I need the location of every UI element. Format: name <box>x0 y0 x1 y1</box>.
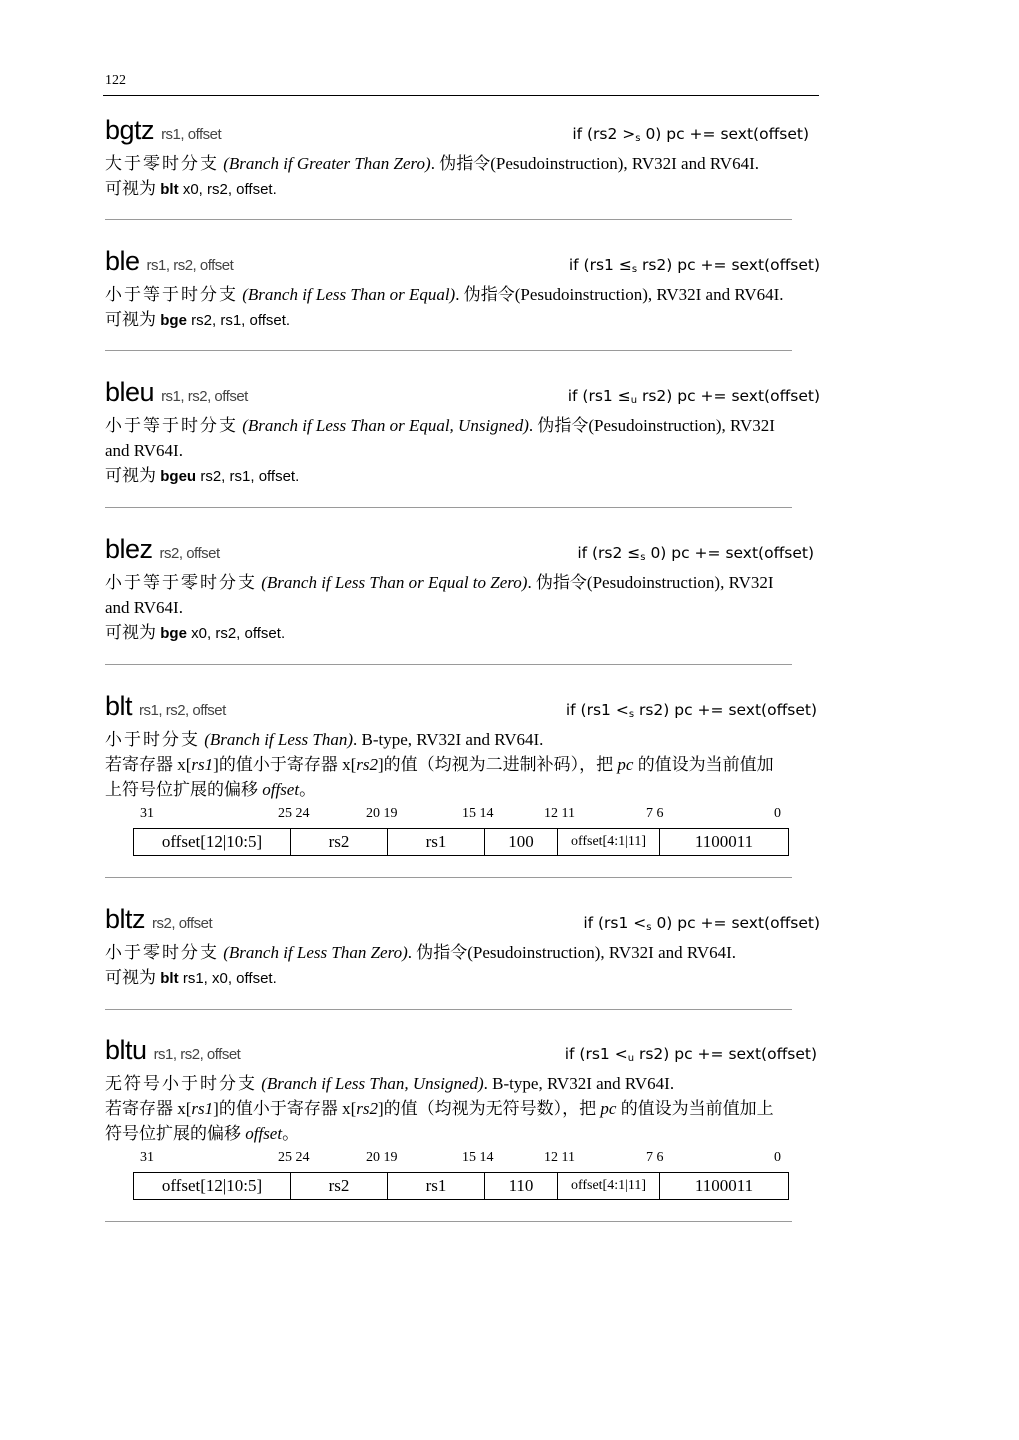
separator <box>105 350 792 351</box>
bit-labels <box>105 1150 795 1170</box>
description: 无符号小于时分支 (Branch if Less Than, Unsigned). B-type, RV32I and RV64I. <box>105 1074 675 1093</box>
entry-bgtz <box>105 115 820 202</box>
field: 1100011 <box>694 832 754 851</box>
bit-label: 0 <box>774 806 781 821</box>
operands: rs2, offset <box>152 915 213 932</box>
body-text: 若寄存器 x[rs1]的值小于寄存器 x[rs2]的值（均视为无符号数），把 pc 的值设为当前值加上 <box>105 1099 774 1118</box>
semantics: if ($rs2 >_s$ 0) pc += sext(offset) <box>572 125 809 144</box>
bit-label: 25 24 <box>278 806 310 821</box>
description: 小于时分支 (Branch if Less Than). B-type, RV32I and RV64I. <box>105 730 544 749</box>
field: offset[4:1|11] <box>558 829 660 855</box>
semantics: if ($rs1 \le_s$ rs2) pc += sext(offset) <box>568 256 820 275</box>
field: offset[12|10:5] <box>134 1173 291 1199</box>
field: offset[12|10:5] <box>134 829 291 855</box>
operands: rs1, rs2, offset <box>139 702 226 719</box>
encoding-fields <box>133 1172 789 1200</box>
separator <box>105 507 792 508</box>
mnemonic: ble rs1, rs2, offset <box>105 246 234 276</box>
semantics: if ($rs1 \le_u$ rs2) pc += sext(offset) <box>567 387 820 406</box>
bit-label: 12 11 <box>544 806 575 821</box>
field: offset[4:1|11] <box>558 1173 660 1199</box>
bit-label: 20 19 <box>366 806 398 821</box>
alias: 可视为 blt rs1, x0, offset. <box>105 968 277 987</box>
bit-label: 15 14 <box>462 806 494 821</box>
bit-label: 20 19 <box>366 1150 398 1165</box>
description: 大于零时分支 (Branch if Greater Than Zero). 伪指令(Pesudoinstruction), RV32I and RV64I. <box>105 154 759 173</box>
alias: 可视为 bge x0, rs2, offset. <box>105 623 286 642</box>
field: 1100011 <box>694 1176 754 1195</box>
bit-label: 31 <box>140 806 154 821</box>
mnemonic: bleu rs1, rs2, offset <box>105 377 248 407</box>
description: 小于零时分支 (Branch if Less Than Zero). 伪指令(Pesudoinstruction), RV32I and RV64I. <box>105 943 737 962</box>
separator <box>105 219 792 220</box>
field: 100 <box>485 829 558 855</box>
separator <box>105 1009 792 1010</box>
field: rs1 <box>388 829 485 855</box>
description: 小于等于零时分支 (Branch if Less Than or Equal to Zero). 伪指令(Pesudoinstruction), RV32I <box>105 573 774 592</box>
encoding-diagram <box>105 1150 795 1196</box>
operands: rs1, offset <box>161 126 222 143</box>
semantics: if ($rs2 \le_s$ 0) pc += sext(offset) <box>577 544 814 563</box>
field: rs1 <box>388 1173 485 1199</box>
mnemonic: blt rs1, rs2, offset <box>105 691 226 721</box>
bit-label: 31 <box>140 1150 154 1165</box>
operands: rs2, offset <box>159 545 220 562</box>
entry-ble <box>105 246 820 333</box>
field: rs2 <box>291 829 388 855</box>
alias: 可视为 bgeu rs2, rs1, offset. <box>105 466 300 485</box>
bit-label: 15 14 <box>462 1150 494 1165</box>
entry-blt <box>105 691 820 852</box>
field: 110 <box>485 1173 558 1199</box>
operands: rs1, rs2, offset <box>153 1046 241 1063</box>
header-rule <box>103 95 819 96</box>
operands: rs1, rs2, offset <box>146 257 234 274</box>
body-text-cont: 符号位扩展的偏移 offset。 <box>105 1124 300 1143</box>
description-cont: and RV64I. <box>105 598 183 617</box>
alias: 可视为 bge rs2, rs1, offset. <box>105 310 291 329</box>
semantics: if ($rs1 <_s$ 0) pc += sext(offset) <box>583 914 820 933</box>
bit-label: 7 6 <box>646 1150 664 1165</box>
description: 小于等于时分支 (Branch if Less Than or Equal, Unsigned). 伪指令(Pesudoinstruction), RV32I <box>105 416 775 435</box>
mnemonic: bltu rs1, rs2, offset <box>105 1035 241 1065</box>
alias: 可视为 blt x0, rs2, offset. <box>105 179 277 198</box>
mnemonic: bgtz rs1, offset <box>105 115 222 145</box>
mnemonic: bltz rs2, offset <box>105 904 213 934</box>
encoding-fields <box>133 828 789 856</box>
encoding-diagram <box>105 806 795 852</box>
separator <box>105 877 792 878</box>
entry-bleu <box>105 377 820 489</box>
semantics: if ($rs1 <_s$ rs2) pc += sext(offset) <box>565 701 817 720</box>
bit-labels <box>105 806 795 826</box>
separator <box>105 1221 792 1222</box>
separator <box>105 664 792 665</box>
bit-label: 0 <box>774 1150 781 1165</box>
page-number: 122 <box>105 73 126 88</box>
body-text: 若寄存器 x[rs1]的值小于寄存器 x[rs2]的值（均视为二进制补码），把 pc 的值设为当前值加 <box>105 755 774 774</box>
description-cont: and RV64I. <box>105 441 183 460</box>
entry-blez <box>105 534 820 646</box>
bit-label: 25 24 <box>278 1150 310 1165</box>
bit-label: 12 11 <box>544 1150 575 1165</box>
entry-bltu <box>105 1035 820 1196</box>
semantics: if ($rs1 <_u$ rs2) pc += sext(offset) <box>564 1045 817 1064</box>
entry-bltz <box>105 904 820 991</box>
mnemonic: blez rs2, offset <box>105 534 220 564</box>
bit-label: 7 6 <box>646 806 664 821</box>
body-text-cont: 上符号位扩展的偏移 offset。 <box>105 780 317 799</box>
field: rs2 <box>291 1173 388 1199</box>
operands: rs1, rs2, offset <box>161 388 248 405</box>
description: 小于等于时分支 (Branch if Less Than or Equal). 伪指令(Pesudoinstruction), RV32I and RV64I. <box>105 285 784 304</box>
